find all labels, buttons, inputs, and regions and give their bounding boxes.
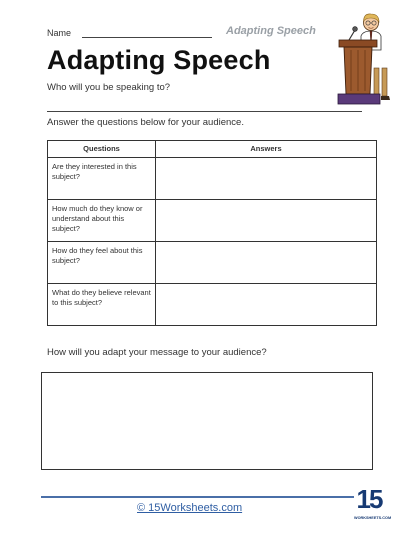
answer-cell[interactable] — [156, 242, 377, 284]
table-row — [48, 158, 377, 200]
question-cell: Are they interested in this subject? — [48, 158, 156, 200]
speaker-leg — [382, 68, 387, 96]
answer-cell[interactable] — [156, 200, 377, 242]
questions-header: Questions — [48, 141, 156, 158]
stage-base — [338, 94, 380, 104]
footer-rule — [41, 496, 354, 498]
instruction-text: Answer the questions below for your audience. — [47, 117, 244, 128]
podium-top — [339, 40, 377, 47]
questions-table — [47, 140, 377, 326]
answer-cell[interactable] — [156, 158, 377, 200]
worksheets-logo — [354, 480, 392, 532]
name-line[interactable] — [82, 37, 212, 38]
table-row — [48, 200, 377, 242]
speaker-leg — [374, 68, 379, 96]
question-cell: How do they feel about this subject? — [48, 242, 156, 284]
question-cell: How much do they know or understand about this subject? — [48, 200, 156, 242]
answers-header: Answers — [156, 141, 377, 158]
audience-answer-line[interactable] — [47, 111, 362, 112]
footer-link[interactable]: © 15Worksheets.com — [137, 502, 243, 514]
header-title: Adapting Speech — [226, 25, 316, 37]
audience-question: Who will you be speaking to? — [47, 82, 171, 93]
table-row — [48, 284, 377, 326]
logo-number: 15 — [356, 484, 382, 514]
adapt-question: How will you adapt your message to your audience? — [47, 347, 267, 358]
table-row — [48, 242, 377, 284]
table-header-row — [48, 141, 377, 158]
speaker-shoe — [381, 96, 390, 100]
page-title: Adapting Speech — [47, 45, 271, 75]
question-cell: What do they believe relevant to this subject? — [48, 284, 156, 326]
adapt-answer-box[interactable] — [41, 372, 373, 470]
speaker-at-podium-icon — [333, 10, 397, 112]
answer-cell[interactable] — [156, 284, 377, 326]
name-label: Name — [47, 28, 72, 38]
logo-word: WORKSHEETS.COM — [354, 516, 392, 520]
microphone-icon — [353, 27, 358, 32]
